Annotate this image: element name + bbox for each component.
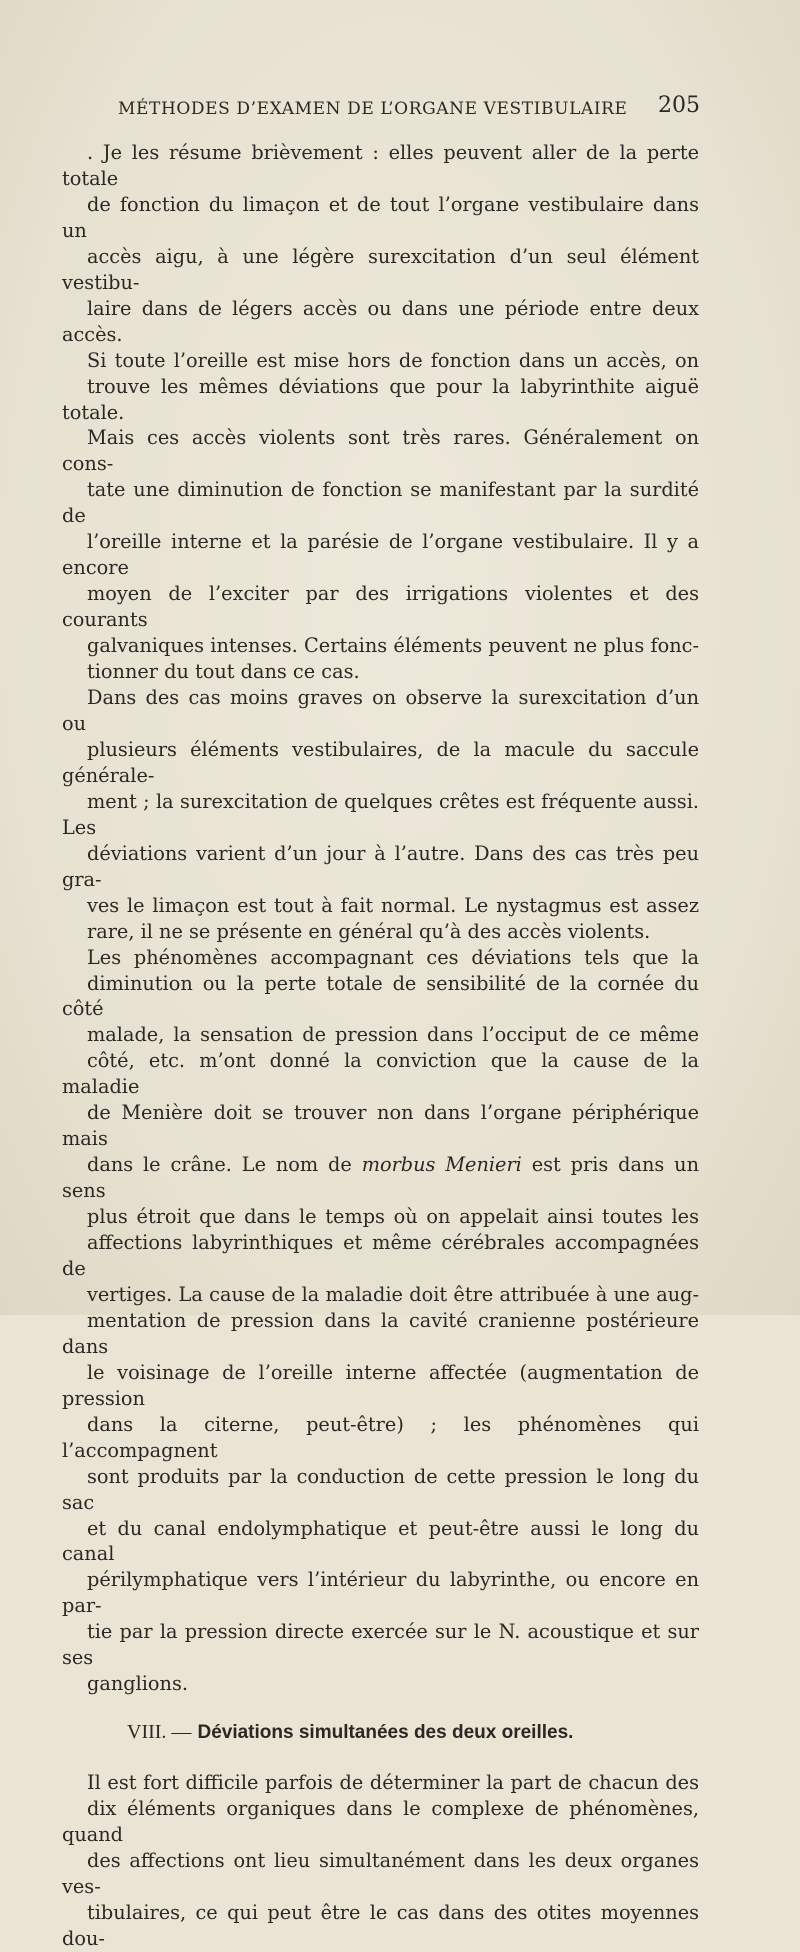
section-title: Déviations simultanées des deux oreilles. [197,1722,574,1744]
text-line: plusieurs éléments vestibulaires, de la macule du saccule générale- [62,737,699,787]
text-line: déviations varient d’un jour à l’autre. Dans des cas très peu gra- [62,841,699,891]
section-heading [62,1719,699,1746]
text-line: trouve les mêmes déviations que pour la labyrinthite aiguë totale. [62,374,699,424]
text-line: accès aigu, à une légère surexcitation d’un seul élément vestibu- [62,244,699,294]
text-line: dans le crâne. Le nom de morbus Menieri est pris dans un sens [62,1153,699,1203]
paragraph [62,685,699,945]
text-line: de fonction du limaçon et de tout l’organe vestibulaire dans un [62,192,699,242]
latin-term: morbus Menieri [361,1153,522,1177]
text-line: Dans des cas moins graves on observe la surexcitation d’un ou [62,686,699,735]
paragraph [62,945,699,1698]
page-number: 205 [658,93,700,118]
text-line: . Je les résume brièvement : elles peuvent aller de la perte totale [62,141,699,190]
text-line: tibulaires, ce qui peut être le cas dans des otites moyennes dou- [62,1900,699,1950]
text-line: plus étroit que dans le temps où on appelait ainsi toutes les [87,1205,699,1229]
text-line: galvaniques intenses. Certains éléments peuvent ne plus fonc- [87,634,699,658]
text-line: ment ; la surexcitation de quelques crêtes est fréquente aussi. Les [62,789,699,839]
text-line: dans la citerne, peut-être) ; les phénomènes qui l’accompagnent [62,1412,699,1462]
body-text [62,140,699,1952]
final-paragraph [62,1770,699,1952]
text-line: dix éléments organiques dans le complexe de phénomènes, quand [62,1797,699,1847]
running-header [118,93,700,123]
text-line: le voisinage de l’oreille interne affectée (augmentation de pression [62,1360,699,1410]
text-line: tate une diminution de fonction se manifestant par la surdité de [62,478,699,528]
text-line: tie par la pression directe exercée sur le N. acoustique et sur ses [62,1620,699,1670]
text-line: Si toute l’oreille est mise hors de fonction dans un accès, on [87,348,699,372]
running-title: MÉTHODES D’EXAMEN DE L’ORGANE VESTIBULAIRE [118,99,628,119]
text-line: rare, il ne se présente en général qu’à des accès violents. [87,919,651,943]
section-number: VIII. — [127,1721,192,1744]
text-line: malade, la sensation de pression dans l’occiput de ce même [87,1023,699,1047]
text-line: côté, etc. m’ont donné la conviction que la cause de la maladie [62,1049,699,1099]
text-line: Les phénomènes accompagnant ces déviations tels que la [87,945,699,969]
paragraph [62,348,699,685]
text-line: laire dans de légers accès ou dans une période entre deux accès. [62,296,699,346]
text-line: diminution ou la perte totale de sensibilité de la cornée du côté [62,971,699,1021]
text-line: Mais ces accès violents sont très rares. Généralement on cons- [62,426,699,476]
text-line: vertiges. La cause de la maladie doit être attribuée à une aug- [87,1282,699,1306]
paragraphs [62,140,699,1697]
text-line: des affections ont lieu simultanément dans les deux organes ves- [62,1849,699,1898]
text-line: Il est fort difficile parfois de déterminer la part de chacun des [87,1771,699,1795]
paragraph [62,1770,699,1952]
text-line: ganglions. [87,1672,188,1696]
text-line: l’oreille interne et la parésie de l’organe vestibulaire. Il y a encore [62,530,699,580]
text-line: ves le limaçon est tout à fait normal. Le nystagmus est assez [87,893,699,917]
text-line: moyen de l’exciter par des irrigations violentes et des courants [62,582,699,632]
text-line: affections labyrinthiques et même cérébrales accompagnées de [62,1231,699,1280]
text-line: et du canal endolymphatique et peut-être aussi le long du canal [62,1516,699,1566]
text-line: périlymphatique vers l’intérieur du labyrinthe, ou encore en par- [62,1568,699,1618]
text-line: de Menière doit se trouver non dans l’organe périphérique mais [62,1101,699,1151]
paragraph [62,140,699,348]
text-line: tionner du tout dans ce cas. [87,660,360,684]
text-line: mentation de pression dans la cavité cranienne postérieure dans [62,1308,699,1358]
text-line: sont produits par la conduction de cette pression le long du sac [62,1464,699,1514]
